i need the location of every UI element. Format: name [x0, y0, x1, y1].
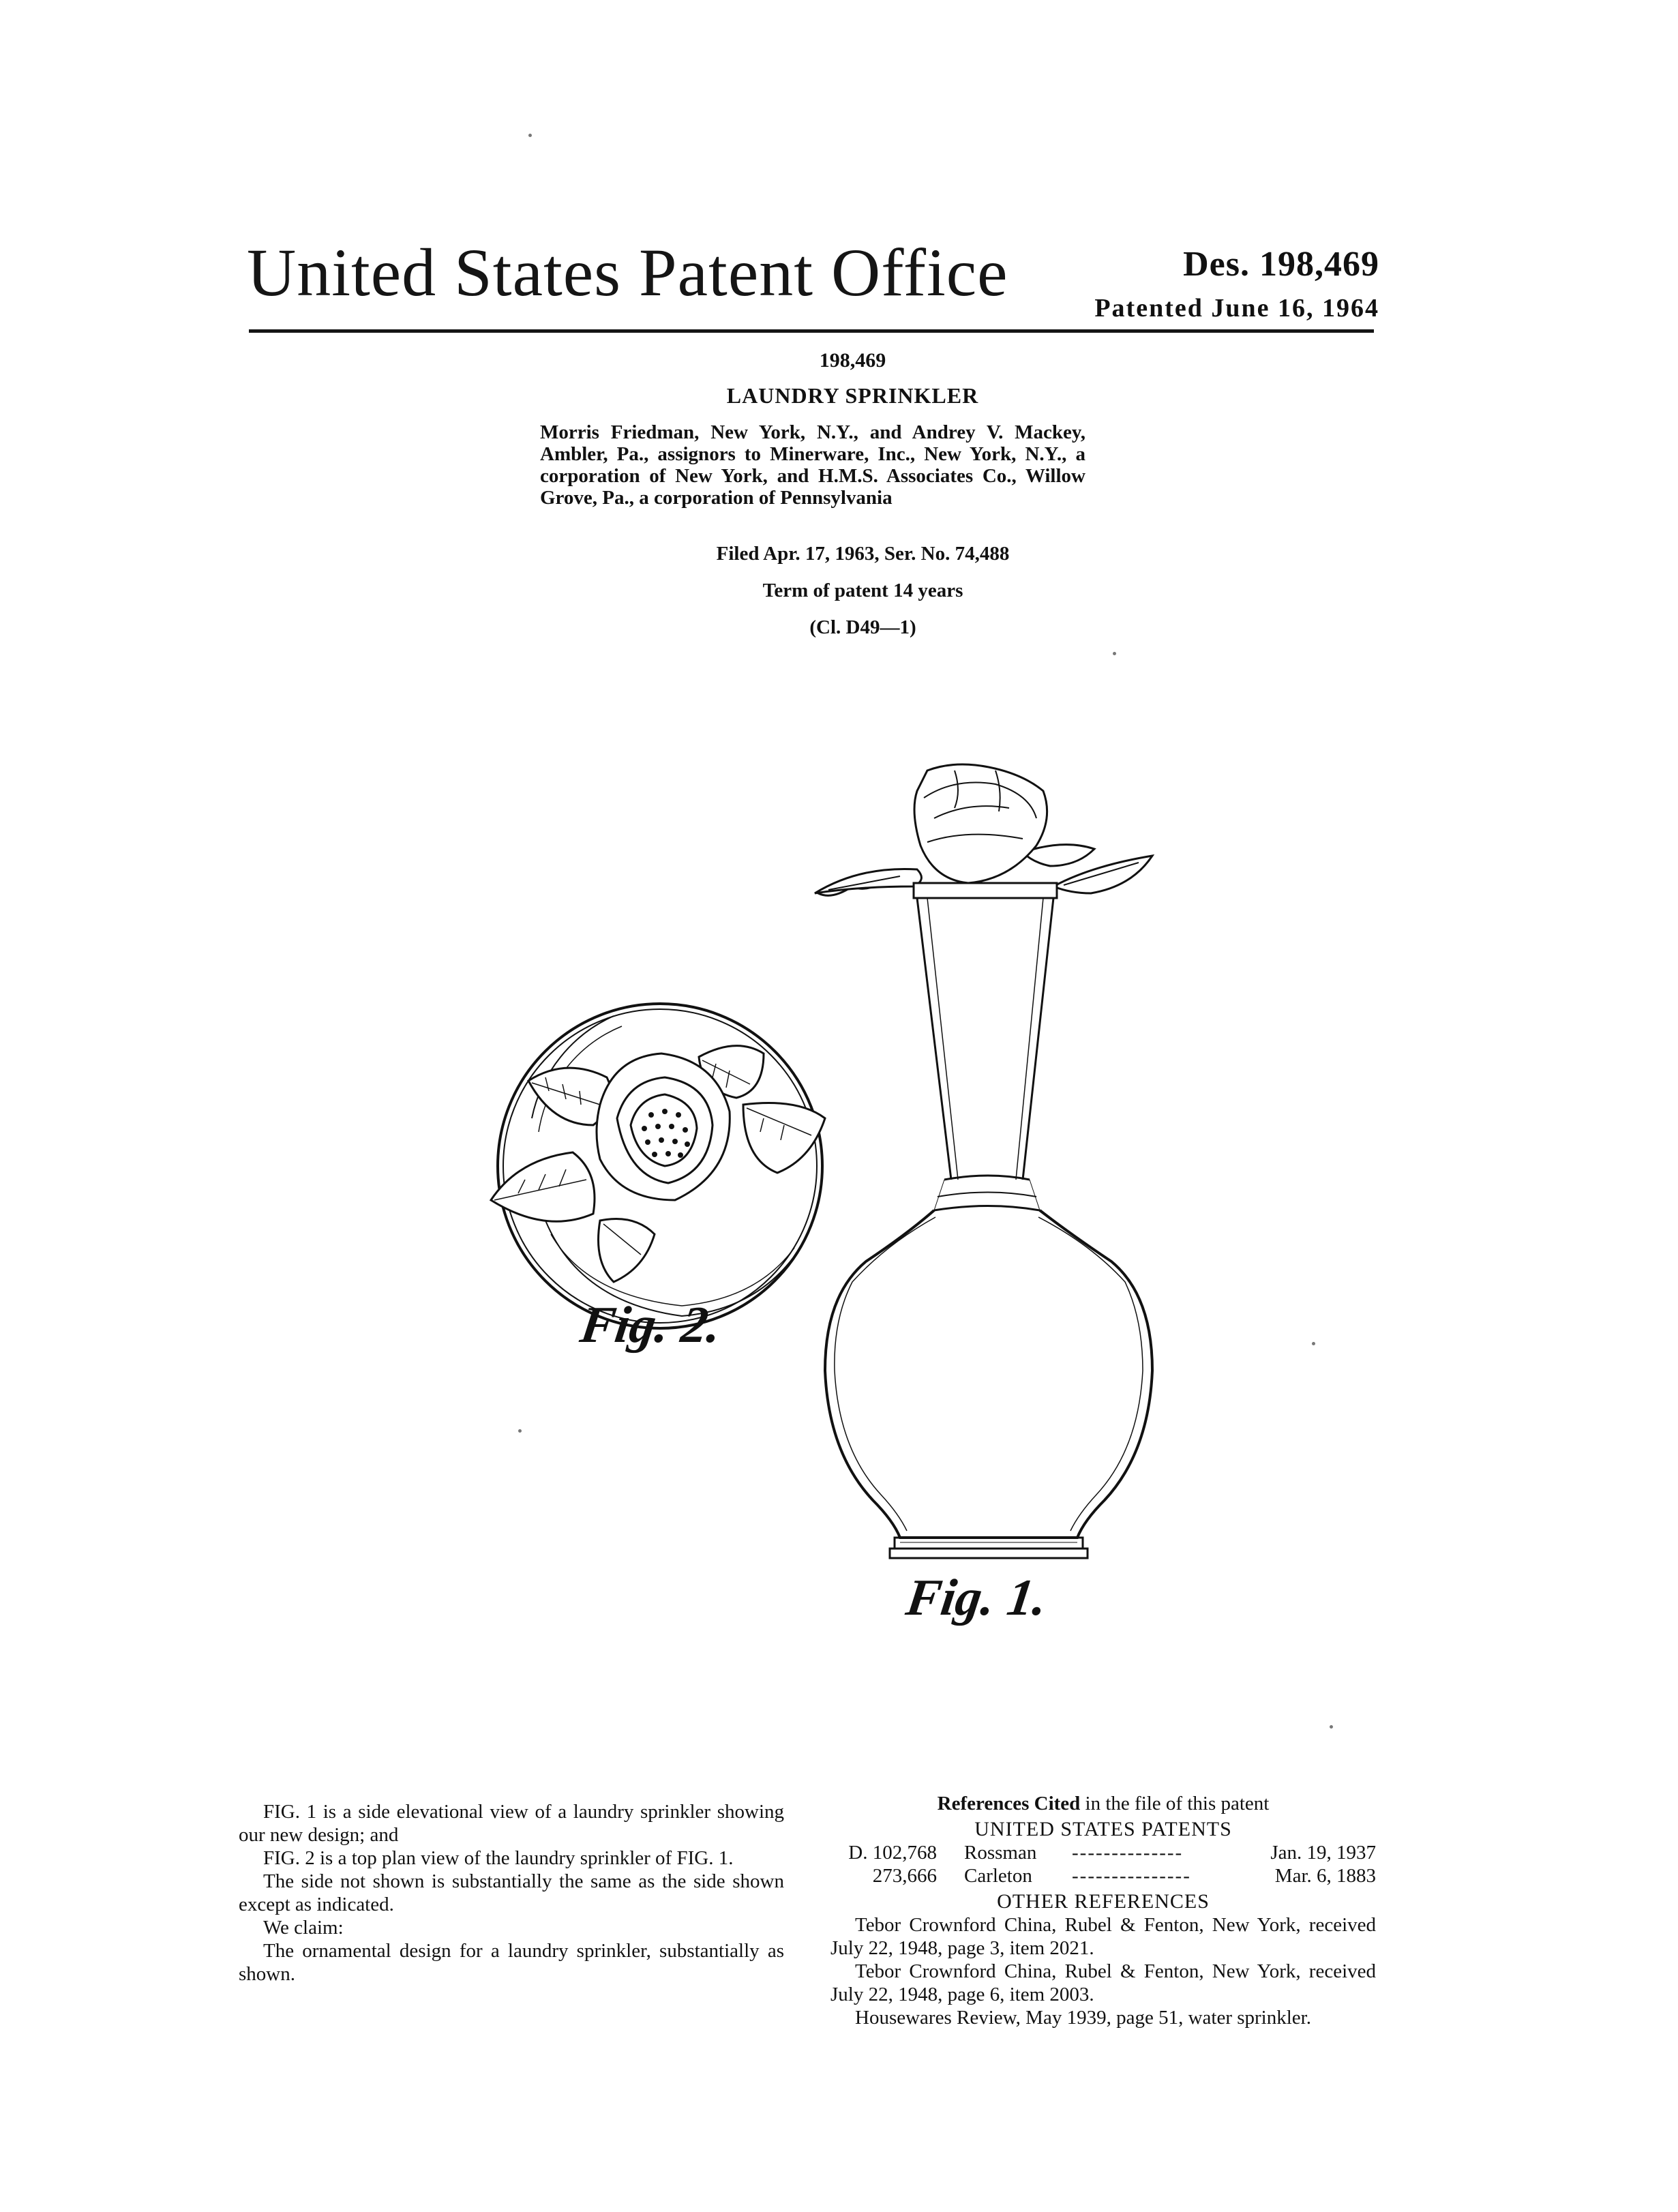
other-references-heading: OTHER REFERENCES — [997, 1890, 1210, 1913]
description-column — [239, 1800, 784, 1986]
filing-info: Filed Apr. 17, 1963, Ser. No. 74,488 — [716, 543, 1010, 565]
patented-date: Patented June 16, 1964 — [1094, 294, 1379, 323]
patent-title: LAUNDRY SPRINKLER — [726, 383, 979, 408]
description-fig1: FIG. 1 is a side elevational view of a laundry sprinkler showing our new design; and — [239, 1801, 784, 1846]
patent-term: Term of patent 14 years — [762, 580, 963, 601]
fig2-top-view-drawing — [491, 1004, 825, 1328]
description-fig2: FIG. 2 is a top plan view of the laundry sprinkler of FIG. 1. — [263, 1847, 734, 1869]
patent-number: 198,469 — [819, 349, 886, 372]
scan-speck — [518, 1429, 522, 1433]
references-column — [830, 1792, 1376, 2029]
inventors-text: Morris Friedman, New York, N.Y., and Andrey V. Mackey, Ambler, Pa., assignors to Minerware, Inc., New York, N.Y., a corporation of New York, and H.M.S. Associates Co., Willow Grove, Pa., a corporation of Pennsylvania — [540, 421, 1085, 509]
fig2-label: Fig. 2. — [577, 1296, 725, 1354]
design-number: Des. 198,469 — [1183, 245, 1379, 284]
scan-speck — [1330, 1725, 1333, 1729]
other-reference-item: Tebor Crownford China, Rubel & Fenton, New York, received July 22, 1948, page 6, item 2003. — [830, 1960, 1376, 2005]
description-side: The side not shown is substantially the same as the side shown except as indicated. — [239, 1870, 784, 1915]
other-reference-item: Housewares Review, May 1939, page 51, water sprinkler. — [855, 2007, 1311, 2029]
scan-speck — [1312, 1342, 1315, 1345]
fig1-label: Fig. 1. — [903, 1569, 1051, 1626]
reference-number: D. 102,768 — [848, 1842, 937, 1864]
reference-dots: -------------- — [1072, 1842, 1184, 1864]
reference-row — [830, 1864, 1376, 1887]
references-heading-bold: References Cited — [937, 1793, 1081, 1814]
other-reference-item: Tebor Crownford China, Rubel & Fenton, New York, received July 22, 1948, page 3, item 2021. — [830, 1914, 1376, 1959]
office-title: United States Patent Office — [247, 235, 1008, 310]
classification: (Cl. D49—1) — [809, 616, 916, 638]
reference-date: Mar. 6, 1883 — [1274, 1865, 1376, 1887]
fig1-side-view-drawing — [815, 764, 1152, 1558]
reference-name: Rossman — [964, 1842, 1037, 1864]
scan-speck — [1113, 652, 1116, 655]
reference-date: Jan. 19, 1937 — [1270, 1842, 1376, 1864]
scan-speck — [528, 134, 532, 137]
references-heading — [830, 1792, 1376, 1815]
references-heading-rest: in the file of this patent — [1080, 1793, 1270, 1814]
reference-row — [830, 1841, 1376, 1864]
reference-dots: --------------- — [1072, 1865, 1191, 1887]
us-patents-heading: UNITED STATES PATENTS — [974, 1818, 1232, 1840]
claim-text: The ornamental design for a laundry sprinkler, substantially as shown. — [239, 1940, 784, 1985]
reference-number: 273,666 — [872, 1865, 937, 1887]
claim-heading: We claim: — [263, 1917, 344, 1939]
reference-name: Carleton — [964, 1865, 1032, 1887]
